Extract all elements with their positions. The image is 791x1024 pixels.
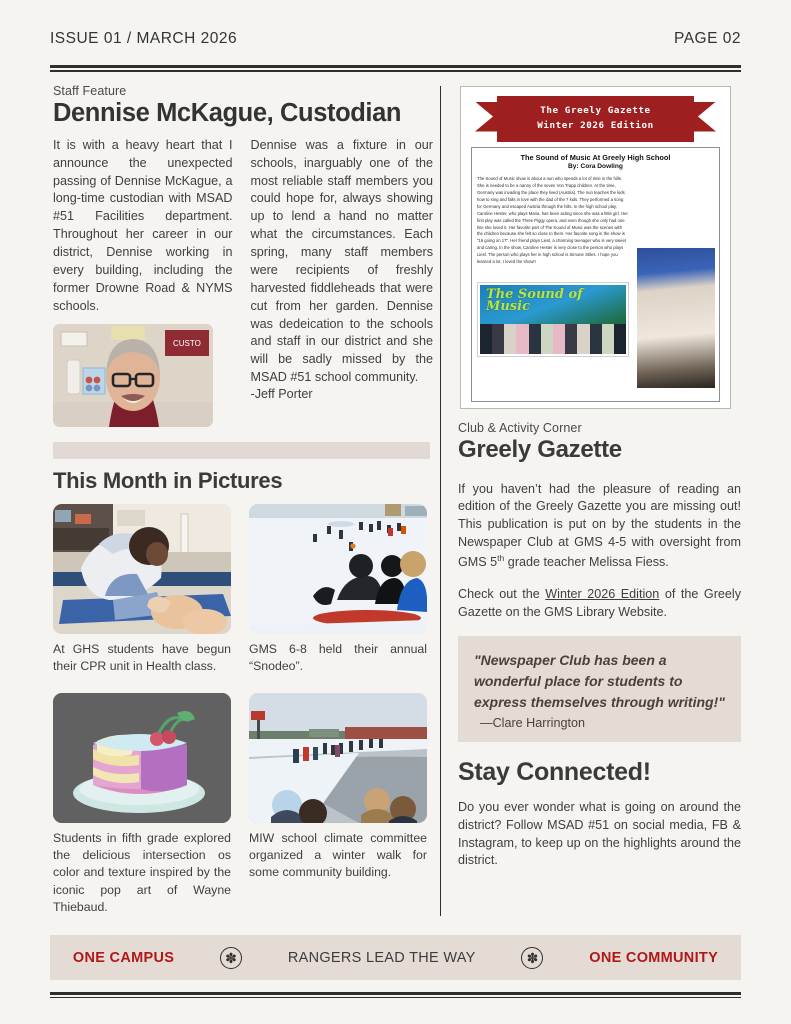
masthead [50,0,741,48]
sound-of-music-actress-photo [637,248,715,388]
page-number-label: PAGE 02 [674,30,741,47]
winter-2026-edition-link[interactable]: Winter 2026 Edition [545,587,660,602]
club-corner-paragraph-1 [458,481,741,573]
ordinal-suffix: th [497,553,505,563]
pull-quote-text: "Newspaper Club has been a wonderful place for students to express themselves through writing!" [473,651,725,710]
gazette-article-byline: By: Cora Dowling [567,163,623,171]
pull-quote-box [458,636,741,742]
picture-item [53,504,231,675]
club-corner-title: Greely Gazette [457,435,622,463]
club-corner-p1-b: grade teacher Melissa Fiess. [504,555,669,570]
staff-feature-column-1 [50,137,233,427]
club-corner-p2-a: Check out the [457,587,546,602]
left-column [50,84,433,916]
banner-title-block [497,96,694,142]
club-corner-p1-a: If you haven’t had the pleasure of reading an edition of the Greely Gazette you are missing out! This publication is put on by the students in the Newspaper Club at GMS 4-5 with oversight from GMS 5 [457,481,741,570]
staff-feature-headline: Dennise McKague, Custodian [53,98,402,127]
chalk-cake-art-photo [53,693,231,823]
footer-one-community: ONE COMMUNITY [589,949,719,966]
club-corner-kicker: Club & Activity Corner [457,420,582,435]
staff-feature-columns [50,137,433,427]
footer-one-campus: ONE CAMPUS [72,949,175,966]
staff-feature-column-2 [251,137,434,427]
staff-feature-signature: -Jeff Porter [250,387,313,402]
cpr-training-photo [53,504,231,634]
portrait-image [53,324,213,427]
right-column [458,84,741,916]
dennise-mckague-portrait [53,324,213,427]
footer-band [50,935,741,980]
picture-item [249,693,427,916]
gazette-article-body: The Sound of Music show is about a nun who spends a lot of time in the hills. She is needed to be a nanny of the seven Von Trapp children. At the time, Germany was invading the place they lived (Austria). The nun teaches the kids how to sing and falls in love with the dad of the 7 kids. They performed a song for Germany and escaped Austria through the hills. In the high school play, Caroline Hester, who plays Maria, has been acting since she was a little girl. Her first play was called the Three Piggy opera, and even though she only had one line she loved it. Her favorite part of The Sound of Music was the scenes with the children because she felt so close to them. Her favorite song in the show is “16 going on 17”. Her friend plays Liesl, a charming teenager who is very sweet and caring. In the show, Caroline Hester is very close to the person who plays Liesl. The person who plays her in high school is Simone Stiles. I hope you learned a lot. I loved the show!! [476,176,628,264]
gazette-article-title: The Sound of Music At Greely High School [520,152,671,162]
picture-caption: Students in fifth grade explored the delicious intersection os color and texture inspired by the iconic pop art of Wayne Thiebaud. [53,830,231,914]
star-icon: ✽ [220,947,242,969]
issue-label: ISSUE 01 / MARCH 2026 [50,30,238,47]
banner-line-2: Winter 2026 Edition [537,119,654,131]
cast-silhouettes [480,324,626,354]
greely-gazette-scan [460,86,731,409]
gazette-article [471,147,720,402]
staff-feature-text-2: Dennise was a fixture in our schools, inarguably one of the most reliable staff members you could hope for, always showing up to lend a hand no matter what the circumstances. Each spring, many staff members were recipients of freshly harvested fiddleheads that were cut from her garden. Dennise was dedeication to the schools and staff in our district and she will be sadly missed by the MSAD #51 school community. [250,137,433,385]
club-corner-p2-b: of the Greely Gazette on the GMS Library Website. [457,587,741,619]
picture-item [249,504,427,675]
staff-feature-text-1: It is with a heavy heart that I announce the unexpected passing of Dennise McKague, a long-time custodian with MSAD #51 Facilities department. Throughout her career in our district, Dennise working in every building, including the former Drowne Road & NYMS schools. [53,137,233,313]
gazette-banner [471,96,720,143]
staff-feature-kicker: Staff Feature [53,83,127,98]
stay-connected-body: Do you ever wonder what is going on around the district? Follow MSAD #51 on social media, FB & Instagram, to keep up on the highlights around the district. [457,799,741,868]
footer-divider [50,992,741,999]
svg-text:CUSTO: CUSTO [173,338,201,348]
star-icon: ✽ [521,947,543,969]
snodeo-sledding-photo [249,504,427,634]
column-divider [440,86,441,916]
club-corner-paragraph-2 [458,586,741,622]
pictures-section-title: This Month in Pictures [53,467,283,493]
sound-of-music-cast-photo [478,283,628,356]
pictures-grid [53,504,433,916]
picture-caption: MIW school climate committee organized a winter walk for some community building. [249,830,427,880]
content-area [50,84,741,916]
banner-line-1: The Greely Gazette [540,105,651,117]
section-separator-bar [53,442,430,459]
sound-of-music-poster-text: The Sound of Music [485,286,583,314]
picture-item [53,693,231,916]
winter-walk-photo [249,693,427,823]
picture-caption: GMS 6-8 held their annual “Snodeo”. [249,641,427,673]
masthead-divider [50,65,741,72]
picture-caption: At GHS students have begun their CPR unit in Health class. [53,641,231,673]
pull-quote-author: —Clare Harrington [479,715,585,730]
footer-tagline: RANGERS LEAD THE WAY [287,949,476,966]
stay-connected-title: Stay Connected! [457,757,651,786]
